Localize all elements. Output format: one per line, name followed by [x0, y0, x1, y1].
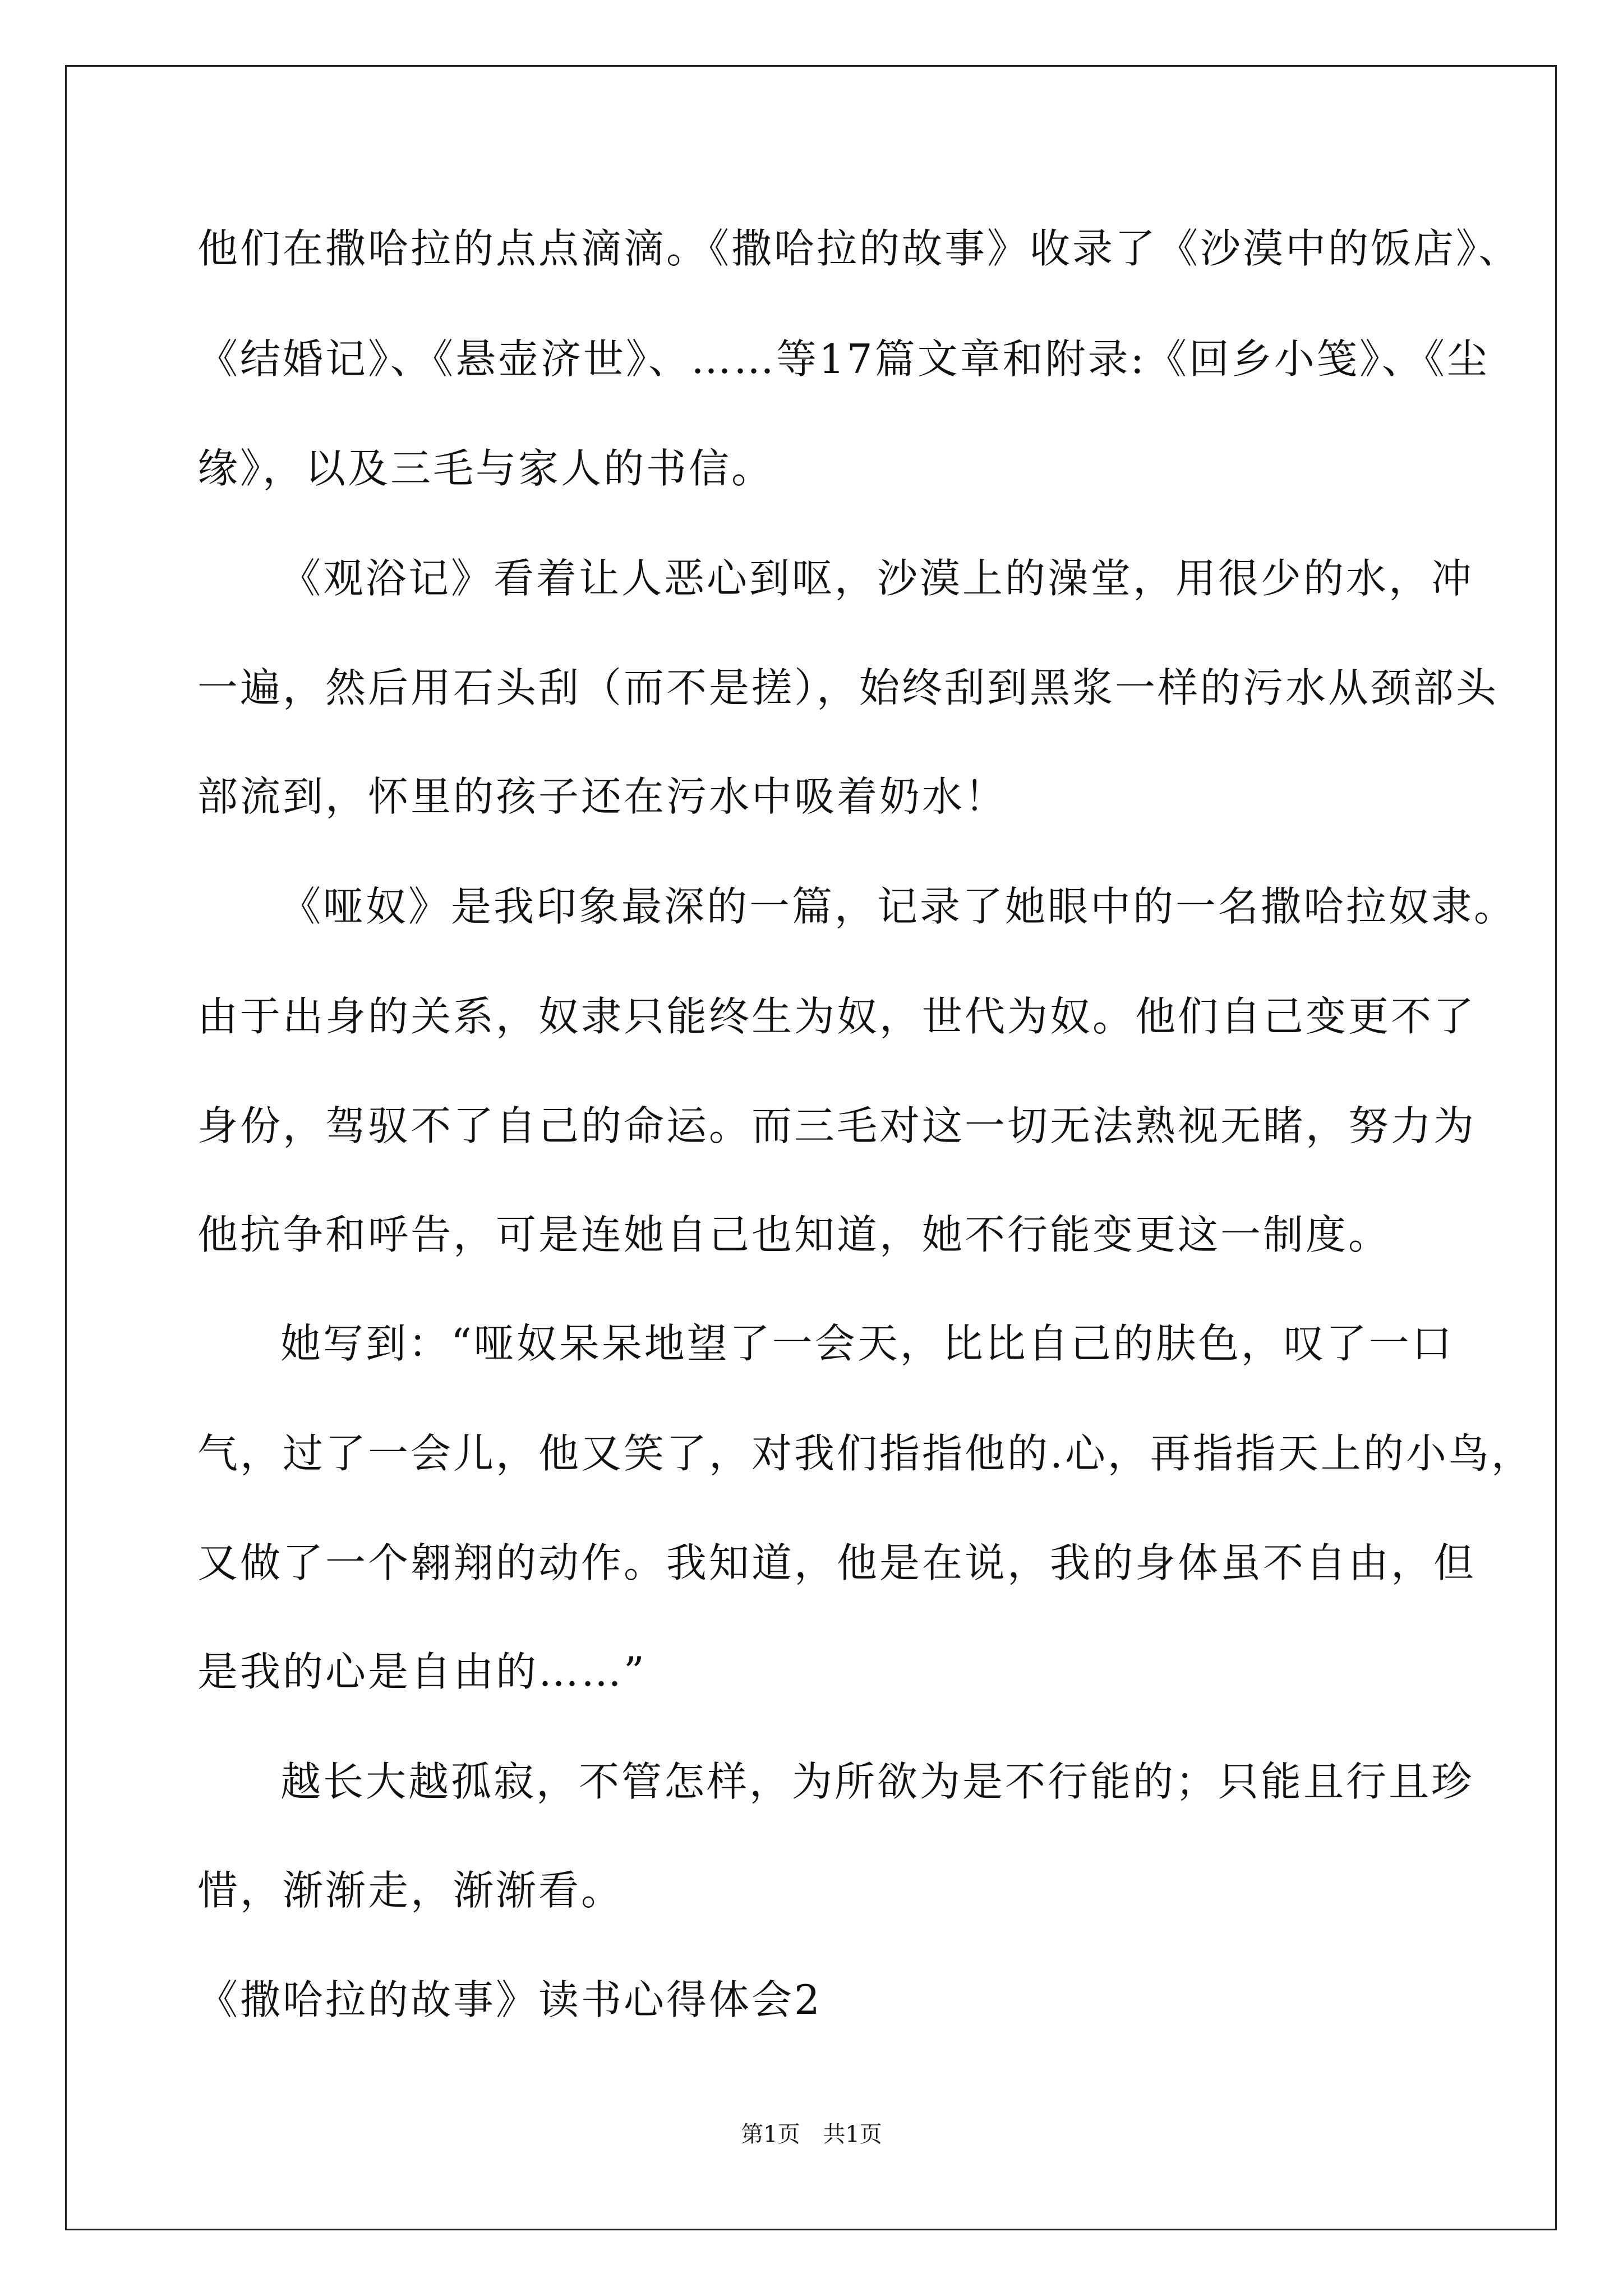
text-line: 是我的心是自由的……”: [197, 1648, 647, 1695]
paragraph-start-line: 越长大越孤寂，不管怎样，为所欲为是不行能的；只能且行且珍: [280, 1758, 1474, 1805]
text-line: 由于出身的关系，奴隶只能终生为奴，世代为奴。他们自己变更不了: [197, 993, 1477, 1040]
page-total: 共1页: [823, 2122, 882, 2147]
section-heading: 《撒哈拉的故事》读书心得体会2: [197, 1976, 822, 2023]
text-line: 他们在撒哈拉的点点滴滴。《撒哈拉的故事》收录了《沙漠中的饭店》、: [197, 225, 1521, 272]
text-line: 又做了一个翱翔的动作。我知道，他是在说，我的身体虽不自由，但: [197, 1539, 1477, 1586]
text-line: 缘》，以及三毛与家人的书信。: [197, 445, 774, 492]
text-line: 气，过了一会儿，他又笑了，对我们指指他的.心，再指指天上的小鸟，: [197, 1430, 1534, 1477]
paragraph-start-line: 《观浴记》看着让人恶心到呕，沙漠上的澡堂，用很少的水，冲: [280, 555, 1474, 602]
text-line: 部流到，怀里的孩子还在污水中吸着奶水！: [197, 773, 1008, 820]
paragraph-start-line: 《哑奴》是我印象最深的一篇，记录了她眼中的一名撒哈拉奴隶。: [280, 883, 1517, 930]
text-line: 身份，驾驭不了自己的命运。而三毛对这一切无法熟视无睹，努力为: [197, 1102, 1477, 1149]
text-line: 一遍，然后用石头刮（而不是搓），始终刮到黑浆一样的污水从颈部头: [197, 664, 1499, 711]
page-footer: [0, 2118, 1623, 2151]
text-line: 惜，渐渐走，渐渐看。: [197, 1867, 624, 1914]
paragraph-start-line: 她写到：“哑奴呆呆地望了一会天，比比自己的肤色，叹了一口: [280, 1320, 1454, 1367]
text-line: 《结婚记》、《悬壶济世》、……等17篇文章和附录:《回乡小笺》、《尘: [197, 335, 1490, 383]
text-line: 他抗争和呼告，可是连她自己也知道，她不行能变更这一制度。: [197, 1211, 1391, 1258]
page-number: 第1页: [741, 2122, 800, 2147]
